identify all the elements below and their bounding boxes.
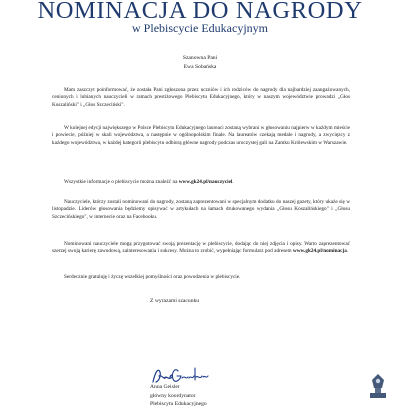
award-seal-icon [362, 372, 394, 400]
paragraph-teachers: Nauczyciele, którzy zostali nominowani do nagrody, zostaną zaprezentowani w specjalnym dodatku do naszej gazety, który ukaże się w listopadzie. Liderów głosowania będziemy opisywać w artykułach na łamach drukowanego wydania „Głosu Koszalińskiego" i „Głosu Szczecińskiego", w internecie oraz na Facebooku. [52, 199, 350, 220]
info-text-end: . [232, 179, 234, 185]
nominees-text-end: . [346, 248, 349, 255]
salutation: Szanowna Pani [182, 55, 218, 61]
nominacja-link[interactable]: www.gk24.pl/nominacja [292, 248, 347, 255]
paragraph-edition: W kolejnej edycji największego w Polsce Plebiscytu Edukacyjnego laureaci zostaną wybrani w głosowaniu najpierw w każdym mieście i powiecie, później w skali województwa, a następnie w ogólnopolskim finale. Na laureatów czekają medale i nagrody, a zwycięzcy z każdego województwa, w każdej kategorii plebiscytu odbiorą główne nagrody podczas uroczystej gali na Zamku Królewskim w Warszawie. [52, 125, 350, 146]
signer-organization: Plebiscytu Edukacyjnego [150, 401, 207, 408]
info-text: Wszystkie informacje o plebiscycie można znaleźć na [64, 179, 179, 185]
paragraph-nominees [52, 241, 350, 256]
letter-title: NOMINACJA DO NAGRODY [37, 0, 363, 24]
letter-subtitle: w Plebiscycie Edukacyjnym [132, 21, 268, 35]
paragraph-congratulations: Serdecznie gratuluję i życzę wszelkiej pomyślności oraz powodzenia w plebiscycie. [64, 274, 241, 280]
nominees-text: Nominowani nauczyciele mogą przygotować swoją prezentację w plebiscycie, dodając do niej zdjęcia i opisy. Warto zaprezentować szerzej swoją karierę zawodową, zainteresowania i sukcesy. Można to zrobić, wypełniając formularz pod adresem [52, 241, 350, 255]
paragraph-intro: Mam zaszczyt poinformować, że została Pani zgłoszona przez uczniów i ich rodziców do nagrody dla najbardziej zaangażowanych, cenionych i lubianych nauczycieli w ramach prestiżowego Plebiscytu Edukacyjnego, który w naszym województwie prowadzi „Głos Koszaliński" i „Głos Szczeciński". [52, 87, 350, 108]
closing-phrase: Z wyrazami szacunku [150, 298, 200, 304]
nauczyciel-link[interactable]: www.gk24.pl/nauczyciel [178, 179, 233, 185]
signer-name: Anna Geisler [150, 384, 180, 390]
paragraph-info [52, 179, 350, 186]
recipient-name: Ewa Sobańska [183, 64, 217, 70]
signer-role: główny koordynator [150, 392, 196, 399]
signature-block [150, 383, 207, 409]
